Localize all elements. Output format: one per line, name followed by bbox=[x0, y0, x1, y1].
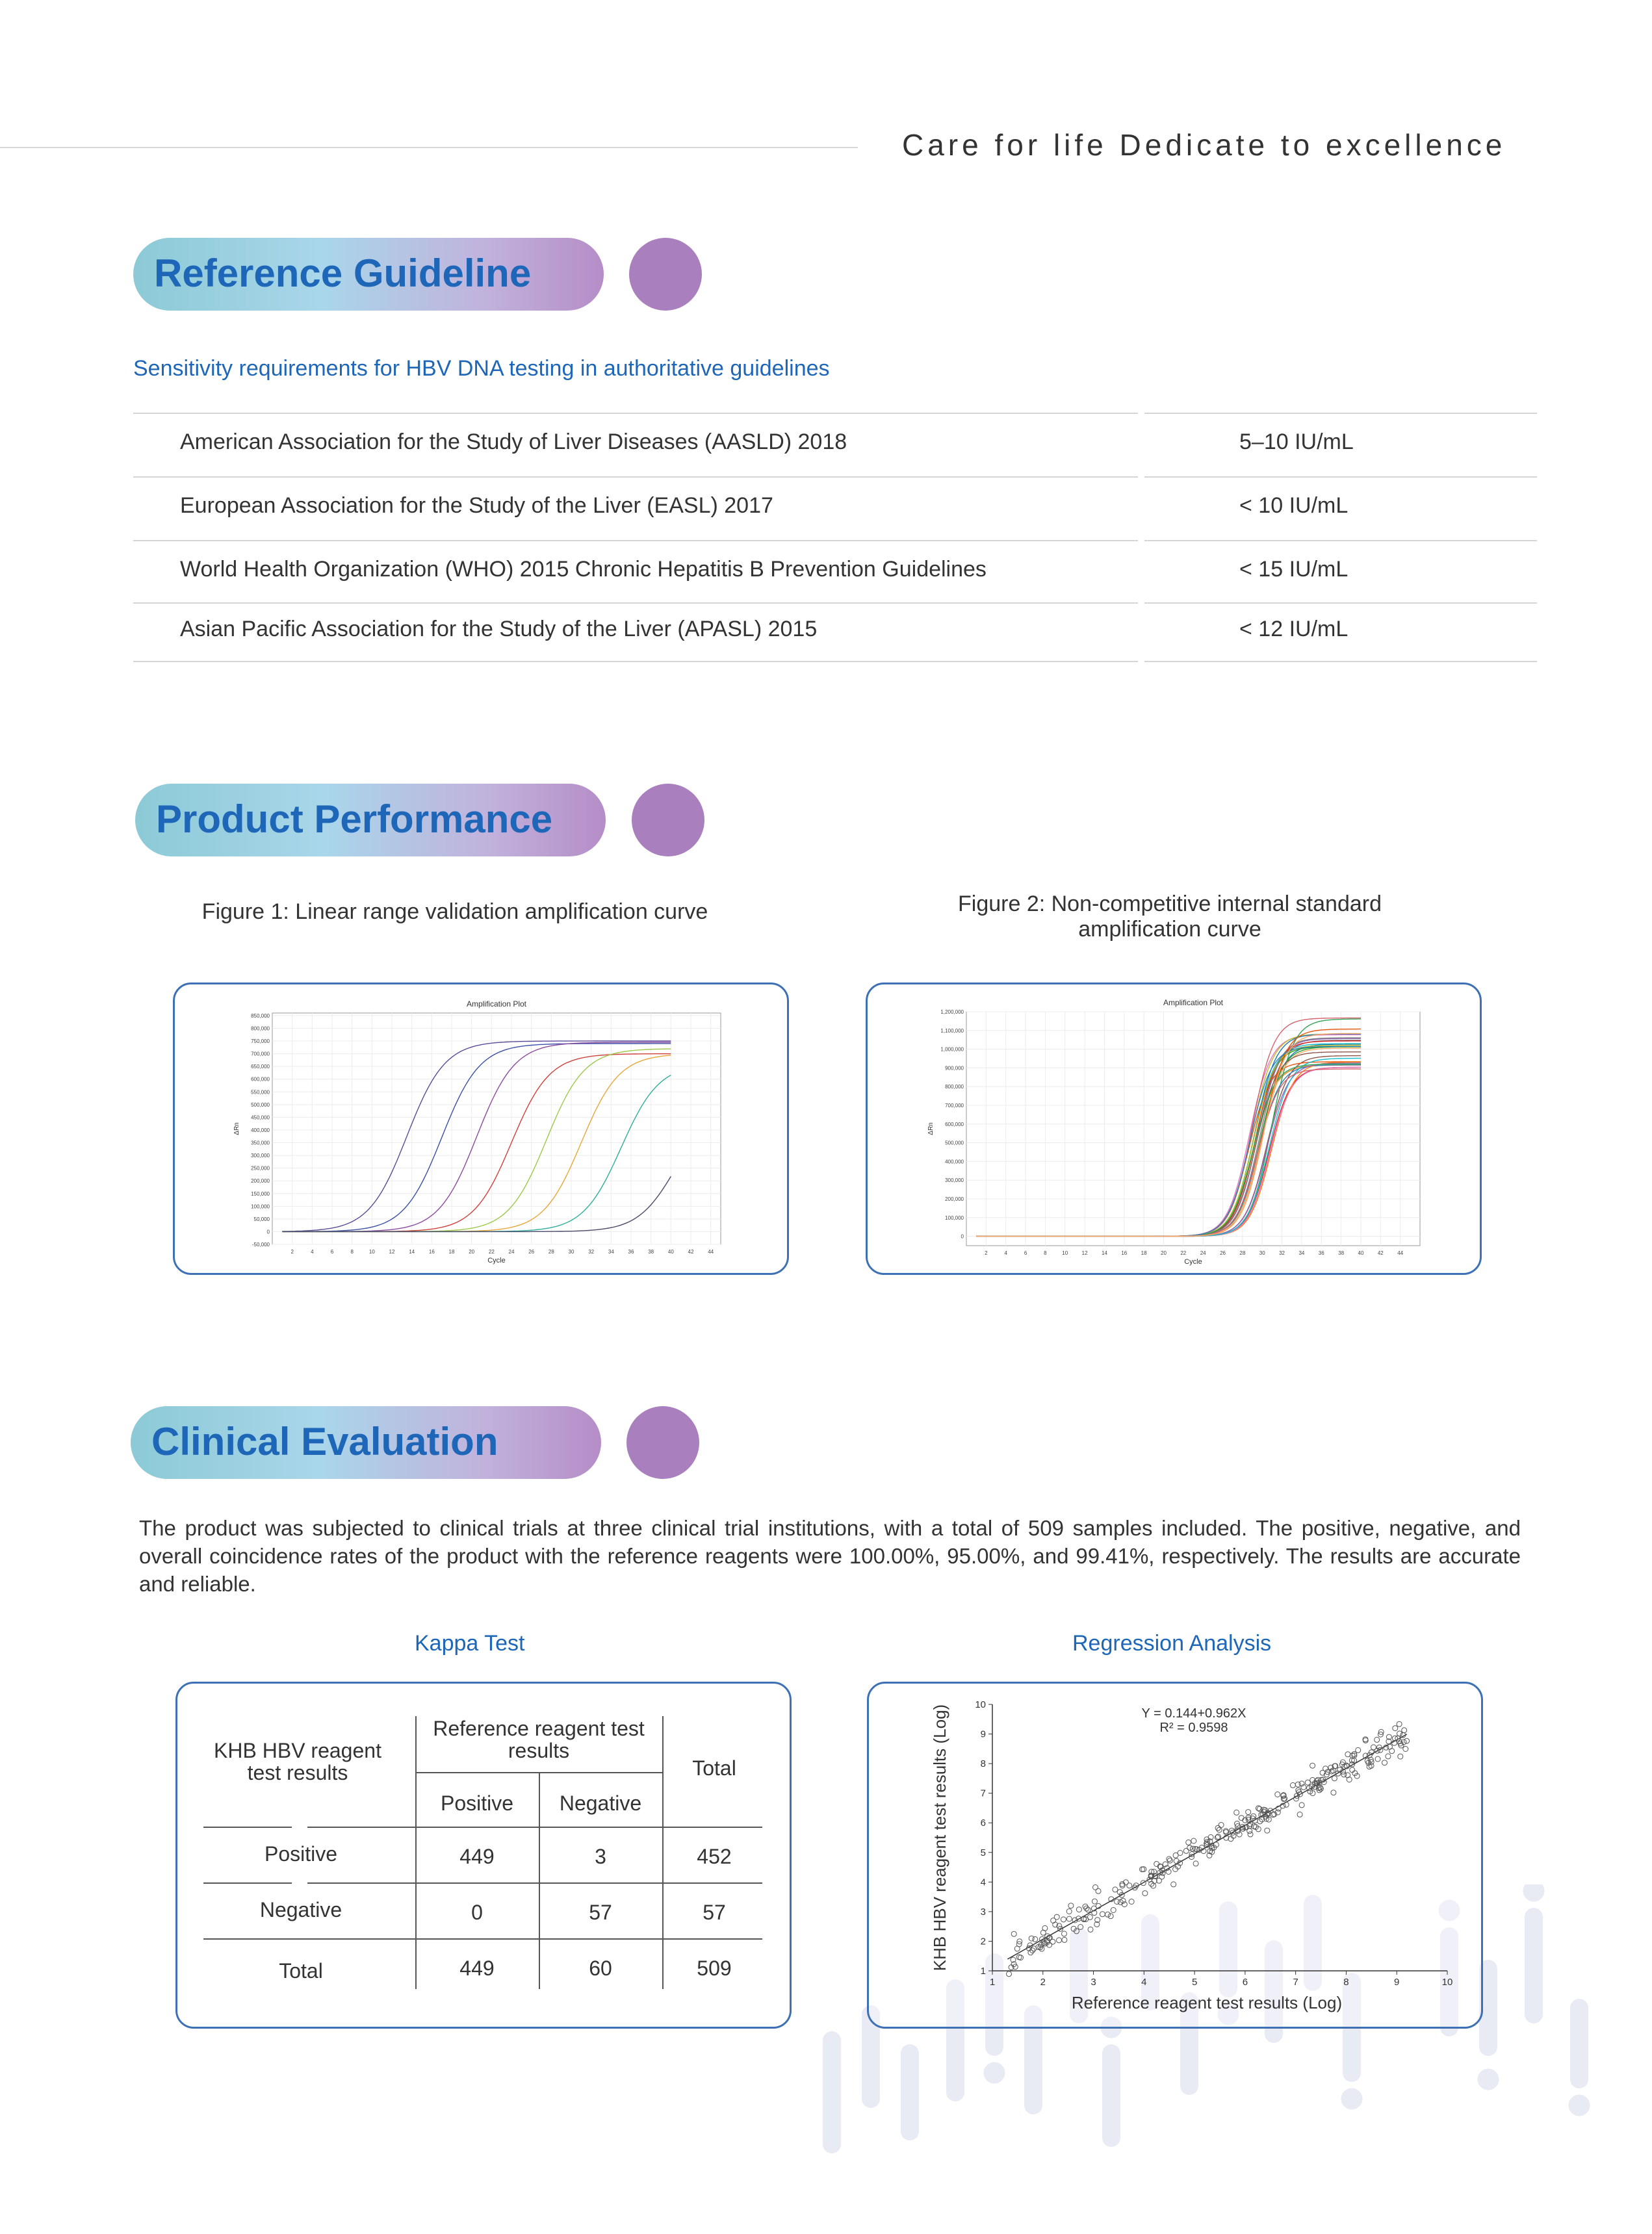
y-tick-label: 3 bbox=[980, 1906, 986, 1918]
guideline-value: < 15 IU/mL bbox=[1239, 557, 1349, 582]
performance-dot-icon bbox=[632, 784, 704, 856]
x-tick-label: 40 bbox=[667, 1249, 674, 1255]
scatter-point bbox=[1159, 1874, 1165, 1879]
performance-title: Product Performance bbox=[156, 797, 553, 841]
y-tick-label: 500,000 bbox=[945, 1140, 964, 1146]
scatter-point bbox=[1092, 1899, 1097, 1904]
x-tick-label: 8 bbox=[1343, 1977, 1349, 1988]
x-tick-label: 12 bbox=[1081, 1250, 1088, 1256]
y-tick-label: 1,000,000 bbox=[940, 1046, 964, 1053]
x-tick-label: 1 bbox=[989, 1977, 996, 1988]
y-tick-label: 100,000 bbox=[251, 1203, 270, 1210]
y-tick-label: 400,000 bbox=[945, 1159, 964, 1165]
scatter-point bbox=[1083, 1904, 1088, 1909]
y-tick-label: 300,000 bbox=[945, 1177, 964, 1184]
scatter-point bbox=[1127, 1883, 1132, 1888]
x-tick-label: 18 bbox=[448, 1249, 455, 1255]
kappa-cell: 57 bbox=[703, 1901, 726, 1924]
scatter-point bbox=[1171, 1882, 1176, 1887]
x-tick-label: 24 bbox=[1200, 1250, 1206, 1256]
x-tick-label: 30 bbox=[568, 1249, 574, 1255]
chart-title: Amplification Plot bbox=[1163, 998, 1224, 1007]
x-tick-label: 24 bbox=[508, 1249, 515, 1255]
y-tick-label: 700,000 bbox=[251, 1051, 270, 1057]
guideline-label: European Association for the Study of the Liver (EASL) 2017 bbox=[180, 493, 773, 518]
scatter-point bbox=[1341, 1772, 1347, 1777]
tagline: Care for life Dedicate to excellence bbox=[902, 128, 1506, 162]
scatter-point bbox=[1186, 1840, 1191, 1845]
y-tick-label: 800,000 bbox=[251, 1025, 270, 1032]
y-tick-label: -50,000 bbox=[252, 1242, 270, 1248]
kappa-col-negative: Negative bbox=[559, 1791, 642, 1815]
scatter-point bbox=[1310, 1763, 1315, 1768]
y-tick-label: 7 bbox=[980, 1788, 986, 1799]
scatter-point bbox=[1011, 1931, 1016, 1936]
decor-dot bbox=[1523, 1884, 1544, 1901]
scatter-point bbox=[1397, 1731, 1402, 1736]
table-row bbox=[133, 601, 1537, 663]
y-tick-label: 150,000 bbox=[251, 1190, 270, 1197]
x-tick-label: 42 bbox=[1377, 1250, 1384, 1256]
y-tick-label: 0 bbox=[266, 1229, 270, 1235]
kappa-cell: 452 bbox=[697, 1845, 732, 1868]
kappa-cell: 57 bbox=[589, 1901, 612, 1924]
x-tick-label: 2 bbox=[985, 1250, 988, 1256]
y-tick-label: 1 bbox=[980, 1966, 986, 1977]
scatter-point bbox=[1085, 1907, 1091, 1912]
kappa-row-label: Positive bbox=[264, 1842, 338, 1866]
x-tick-label: 4 bbox=[311, 1249, 314, 1255]
kappa-row-label: Total bbox=[279, 1959, 323, 1983]
scatter-point bbox=[1404, 1738, 1410, 1743]
kappa-cell: 0 bbox=[471, 1901, 483, 1924]
performance-title-banner bbox=[135, 784, 606, 856]
x-tick-label: 10 bbox=[368, 1249, 375, 1255]
scatter-point bbox=[1183, 1848, 1189, 1853]
scatter-point bbox=[1033, 1936, 1038, 1942]
x-tick-label: 34 bbox=[608, 1249, 614, 1255]
regression-r2: R² = 0.9598 bbox=[1159, 1721, 1228, 1735]
guideline-label: World Health Organization (WHO) 2015 Chronic Hepatitis B Prevention Guidelines bbox=[180, 557, 987, 582]
scatter-point bbox=[1039, 1946, 1044, 1951]
decor-dot bbox=[1341, 2088, 1362, 2109]
scatter-point bbox=[1305, 1780, 1310, 1785]
scatter-point bbox=[1193, 1861, 1198, 1866]
guideline-label: Asian Pacific Association for the Study of the Liver (APASL) 2015 bbox=[180, 617, 818, 641]
scatter-point bbox=[1248, 1832, 1253, 1837]
y-tick-label: 450,000 bbox=[251, 1114, 270, 1121]
y-tick-label: 50,000 bbox=[253, 1216, 270, 1222]
y-tick-label: 350,000 bbox=[251, 1140, 270, 1146]
clinical-paragraph: The product was subjected to clinical trials at three clinical trial institutions, with a total of 509 samples included. The positive, negative, and overall coincidence rates of the product with the reference reagents were 100.00%, 95.00%, and 99.41%, respectively. The results are accurate and reliable. bbox=[139, 1516, 1521, 1596]
y-tick-label: 600,000 bbox=[251, 1076, 270, 1083]
y-tick-label: 900,000 bbox=[945, 1065, 964, 1072]
x-tick-label: 6 bbox=[1242, 1977, 1248, 1988]
x-tick-label: 18 bbox=[1141, 1250, 1147, 1256]
x-tick-label: 7 bbox=[1293, 1977, 1298, 1988]
scatter-point bbox=[1100, 1912, 1105, 1917]
x-tick-label: 12 bbox=[389, 1249, 395, 1255]
y-tick-label: 0 bbox=[961, 1233, 964, 1240]
table-row bbox=[133, 541, 1537, 604]
scatter-point bbox=[1108, 1914, 1113, 1919]
scatter-point bbox=[1389, 1749, 1395, 1754]
kappa-row-label: Negative bbox=[259, 1898, 342, 1921]
x-axis-label: Cycle bbox=[487, 1257, 506, 1265]
y-tick-label: 10 bbox=[975, 1699, 986, 1710]
x-tick-label: 22 bbox=[488, 1249, 495, 1255]
scatter-point bbox=[1115, 1899, 1120, 1905]
scatter-point bbox=[1297, 1812, 1302, 1817]
scatter-point bbox=[1350, 1767, 1355, 1773]
guideline-value: < 10 IU/mL bbox=[1239, 493, 1349, 518]
scatter-point bbox=[1066, 1916, 1072, 1921]
kappa-cell: 60 bbox=[589, 1957, 612, 1980]
scatter-point bbox=[1066, 1909, 1072, 1914]
reference-title: Reference Guideline bbox=[154, 251, 532, 295]
table-row bbox=[133, 414, 1537, 476]
decor-dot bbox=[1569, 2095, 1590, 2116]
scatter-point bbox=[1142, 1891, 1148, 1896]
scatter-point bbox=[1068, 1903, 1074, 1908]
scatter-point bbox=[1084, 1906, 1089, 1911]
scatter-point bbox=[1009, 1965, 1014, 1970]
x-tick-label: 38 bbox=[648, 1249, 654, 1255]
scatter-point bbox=[1042, 1925, 1048, 1931]
x-tick-label: 36 bbox=[1318, 1250, 1324, 1256]
kappa-cell: 509 bbox=[697, 1957, 732, 1980]
y-tick-label: 800,000 bbox=[945, 1084, 964, 1090]
guideline-value: < 12 IU/mL bbox=[1239, 617, 1349, 641]
x-tick-label: 42 bbox=[688, 1249, 694, 1255]
scatter-point bbox=[1237, 1832, 1242, 1837]
decor-dot bbox=[984, 2062, 1005, 2083]
x-tick-label: 28 bbox=[1239, 1250, 1246, 1256]
x-tick-label: 16 bbox=[1121, 1250, 1128, 1256]
scatter-point bbox=[1111, 1908, 1116, 1913]
x-tick-label: 14 bbox=[1101, 1250, 1107, 1256]
scatter-point bbox=[1191, 1838, 1196, 1843]
scatter-point bbox=[1078, 1925, 1083, 1930]
scatter-point bbox=[1369, 1763, 1374, 1768]
decor-dot bbox=[1478, 2069, 1499, 2090]
scatter-point bbox=[1029, 1936, 1034, 1941]
y-axis-label: ΔRn bbox=[233, 1122, 240, 1135]
y-tick-label: 300,000 bbox=[251, 1153, 270, 1159]
scatter-point bbox=[1386, 1754, 1391, 1759]
scatter-point bbox=[1265, 1828, 1270, 1833]
x-axis-label: Reference reagent test results (Log) bbox=[1071, 1993, 1343, 2012]
x-tick-label: 44 bbox=[1397, 1250, 1404, 1256]
x-tick-label: 34 bbox=[1298, 1250, 1305, 1256]
scatter-point bbox=[1105, 1912, 1111, 1917]
x-tick-label: 36 bbox=[628, 1249, 634, 1255]
y-tick-label: 500,000 bbox=[251, 1101, 270, 1108]
kappa-card bbox=[175, 1682, 792, 2029]
clinical-dot-icon bbox=[626, 1406, 699, 1479]
scatter-point bbox=[1087, 1914, 1092, 1919]
x-tick-label: 6 bbox=[1024, 1250, 1027, 1256]
scatter-point bbox=[1398, 1754, 1403, 1759]
scatter-point bbox=[1167, 1856, 1172, 1862]
kappa-cell: 449 bbox=[459, 1845, 495, 1868]
scatter-point bbox=[1096, 1888, 1101, 1894]
x-tick-label: 10 bbox=[1062, 1250, 1068, 1256]
kappa-ref-header: Reference reagent test results bbox=[433, 1717, 645, 1762]
kappa-col-positive: Positive bbox=[440, 1791, 514, 1815]
y-axis-label: KHB HBV reagent test results (Log) bbox=[930, 1704, 949, 1971]
y-tick-label: 8 bbox=[980, 1758, 986, 1770]
kappa-cell: 3 bbox=[595, 1845, 606, 1868]
plot-area bbox=[272, 1013, 721, 1244]
kappa-cell: 449 bbox=[459, 1957, 495, 1980]
x-tick-label: 9 bbox=[1394, 1977, 1400, 1988]
reference-subtitle: Sensitivity requirements for HBV DNA testing in authoritative guidelines bbox=[133, 356, 830, 381]
reference-table bbox=[133, 413, 1537, 666]
x-tick-label: 20 bbox=[469, 1249, 475, 1255]
regression-scatter-chart bbox=[869, 1684, 1481, 2027]
chart-title: Amplification Plot bbox=[466, 999, 527, 1008]
x-tick-label: 2 bbox=[290, 1249, 294, 1255]
scatter-point bbox=[1347, 1777, 1352, 1782]
x-tick-label: 14 bbox=[409, 1249, 415, 1255]
x-tick-label: 4 bbox=[1004, 1250, 1007, 1256]
scatter-point bbox=[1284, 1802, 1289, 1807]
x-tick-label: 2 bbox=[1040, 1977, 1046, 1988]
regression-card bbox=[867, 1682, 1483, 2029]
figure2-caption-line1: Figure 2: Non-competitive internal standard bbox=[958, 892, 1382, 916]
table-row bbox=[133, 478, 1537, 540]
x-tick-label: 30 bbox=[1259, 1250, 1265, 1256]
figure1-card bbox=[173, 982, 789, 1275]
scatter-point bbox=[1246, 1810, 1251, 1815]
y-tick-label: 100,000 bbox=[945, 1214, 964, 1221]
reference-dot-icon bbox=[629, 238, 702, 311]
y-tick-label: 250,000 bbox=[251, 1165, 270, 1172]
x-tick-label: 28 bbox=[548, 1249, 554, 1255]
kappa-col-total: Total bbox=[692, 1756, 736, 1780]
scatter-point bbox=[1332, 1776, 1337, 1781]
y-tick-label: 400,000 bbox=[251, 1127, 270, 1133]
y-tick-label: 6 bbox=[980, 1817, 986, 1829]
scatter-point bbox=[1234, 1810, 1239, 1815]
amplification-chart-2 bbox=[868, 984, 1480, 1273]
y-tick-label: 850,000 bbox=[251, 1012, 270, 1019]
y-tick-label: 550,000 bbox=[251, 1089, 270, 1096]
kappa-row-header: KHB HBV reagent test results bbox=[214, 1739, 381, 1784]
y-tick-label: 2 bbox=[980, 1936, 986, 1947]
y-tick-label: 700,000 bbox=[945, 1103, 964, 1109]
scatter-point bbox=[1382, 1760, 1387, 1765]
scatter-point bbox=[1331, 1790, 1336, 1795]
scatter-point bbox=[1402, 1728, 1407, 1733]
regression-equation: Y = 0.144+0.962X bbox=[1141, 1706, 1246, 1721]
scatter-point bbox=[1088, 1927, 1093, 1932]
figure2-caption-line2: amplification curve bbox=[1078, 917, 1261, 942]
x-tick-label: 40 bbox=[1358, 1250, 1364, 1256]
y-tick-label: 200,000 bbox=[251, 1178, 270, 1185]
scatter-point bbox=[1062, 1931, 1067, 1936]
y-tick-label: 750,000 bbox=[251, 1038, 270, 1045]
y-tick-label: 200,000 bbox=[945, 1196, 964, 1202]
kappa-title: Kappa Test bbox=[415, 1631, 525, 1656]
x-tick-label: 20 bbox=[1161, 1250, 1167, 1256]
x-tick-label: 4 bbox=[1141, 1977, 1147, 1988]
scatter-point bbox=[1117, 1890, 1122, 1895]
scatter-point bbox=[1122, 1902, 1127, 1907]
x-tick-label: 22 bbox=[1180, 1250, 1187, 1256]
x-axis-label: Cycle bbox=[1184, 1258, 1202, 1266]
scatter-point bbox=[1076, 1907, 1081, 1912]
y-tick-label: 9 bbox=[980, 1728, 986, 1740]
scatter-point bbox=[1129, 1899, 1134, 1905]
guideline-value: 5–10 IU/mL bbox=[1239, 430, 1354, 454]
x-tick-label: 26 bbox=[528, 1249, 535, 1255]
figure1-caption: Figure 1: Linear range validation amplification curve bbox=[201, 899, 708, 924]
regression-title: Regression Analysis bbox=[1072, 1631, 1272, 1656]
x-tick-label: 44 bbox=[708, 1249, 714, 1255]
x-tick-label: 16 bbox=[428, 1249, 435, 1255]
scatter-point bbox=[1215, 1825, 1220, 1830]
y-axis-label: ΔRn bbox=[927, 1122, 935, 1135]
scatter-point bbox=[1397, 1721, 1402, 1727]
scatter-point bbox=[1057, 1938, 1062, 1943]
clinical-title: Clinical Evaluation bbox=[151, 1420, 498, 1463]
scatter-point bbox=[1375, 1756, 1380, 1762]
x-tick-label: 38 bbox=[1338, 1250, 1345, 1256]
scatter-point bbox=[1295, 1782, 1300, 1787]
x-tick-label: 26 bbox=[1220, 1250, 1226, 1256]
reference-title-banner bbox=[133, 238, 604, 311]
x-tick-label: 6 bbox=[330, 1249, 334, 1255]
x-tick-label: 3 bbox=[1091, 1977, 1096, 1988]
scatter-point bbox=[1290, 1782, 1295, 1788]
scatter-point bbox=[1275, 1792, 1280, 1797]
scatter-point bbox=[1178, 1851, 1183, 1856]
x-tick-label: 32 bbox=[588, 1249, 595, 1255]
scatter-point bbox=[1093, 1885, 1098, 1890]
header-rule bbox=[0, 147, 858, 148]
x-tick-label: 8 bbox=[1044, 1250, 1047, 1256]
y-tick-label: 1,200,000 bbox=[940, 1009, 964, 1015]
scatter-point bbox=[1403, 1747, 1408, 1752]
x-tick-label: 5 bbox=[1191, 1977, 1198, 1988]
scatter-point bbox=[1007, 1971, 1012, 1977]
scatter-point bbox=[1399, 1743, 1404, 1748]
scatter-point bbox=[1187, 1845, 1193, 1851]
y-tick-label: 1,100,000 bbox=[940, 1027, 964, 1034]
scatter-point bbox=[1062, 1937, 1067, 1942]
guideline-label: American Association for the Study of Liver Diseases (AASLD) 2018 bbox=[180, 430, 847, 454]
scatter-point bbox=[1375, 1737, 1380, 1742]
y-tick-label: 4 bbox=[980, 1877, 986, 1888]
x-tick-label: 8 bbox=[350, 1249, 354, 1255]
scatter-point bbox=[1113, 1887, 1118, 1892]
clinical-title-banner bbox=[131, 1406, 601, 1479]
scatter-point bbox=[1014, 1946, 1020, 1951]
figure2-caption bbox=[864, 892, 1475, 942]
scatter-point bbox=[1061, 1917, 1066, 1922]
y-tick-label: 5 bbox=[980, 1847, 986, 1858]
scatter-point bbox=[1393, 1726, 1398, 1731]
y-tick-label: 650,000 bbox=[251, 1064, 270, 1070]
scatter-point bbox=[1299, 1803, 1304, 1808]
scatter-point bbox=[1219, 1823, 1224, 1828]
figure2-card bbox=[866, 982, 1482, 1275]
x-tick-label: 10 bbox=[1441, 1977, 1453, 1988]
amplification-chart-1 bbox=[175, 984, 787, 1273]
x-tick-label: 32 bbox=[1279, 1250, 1285, 1256]
y-tick-label: 600,000 bbox=[945, 1121, 964, 1127]
